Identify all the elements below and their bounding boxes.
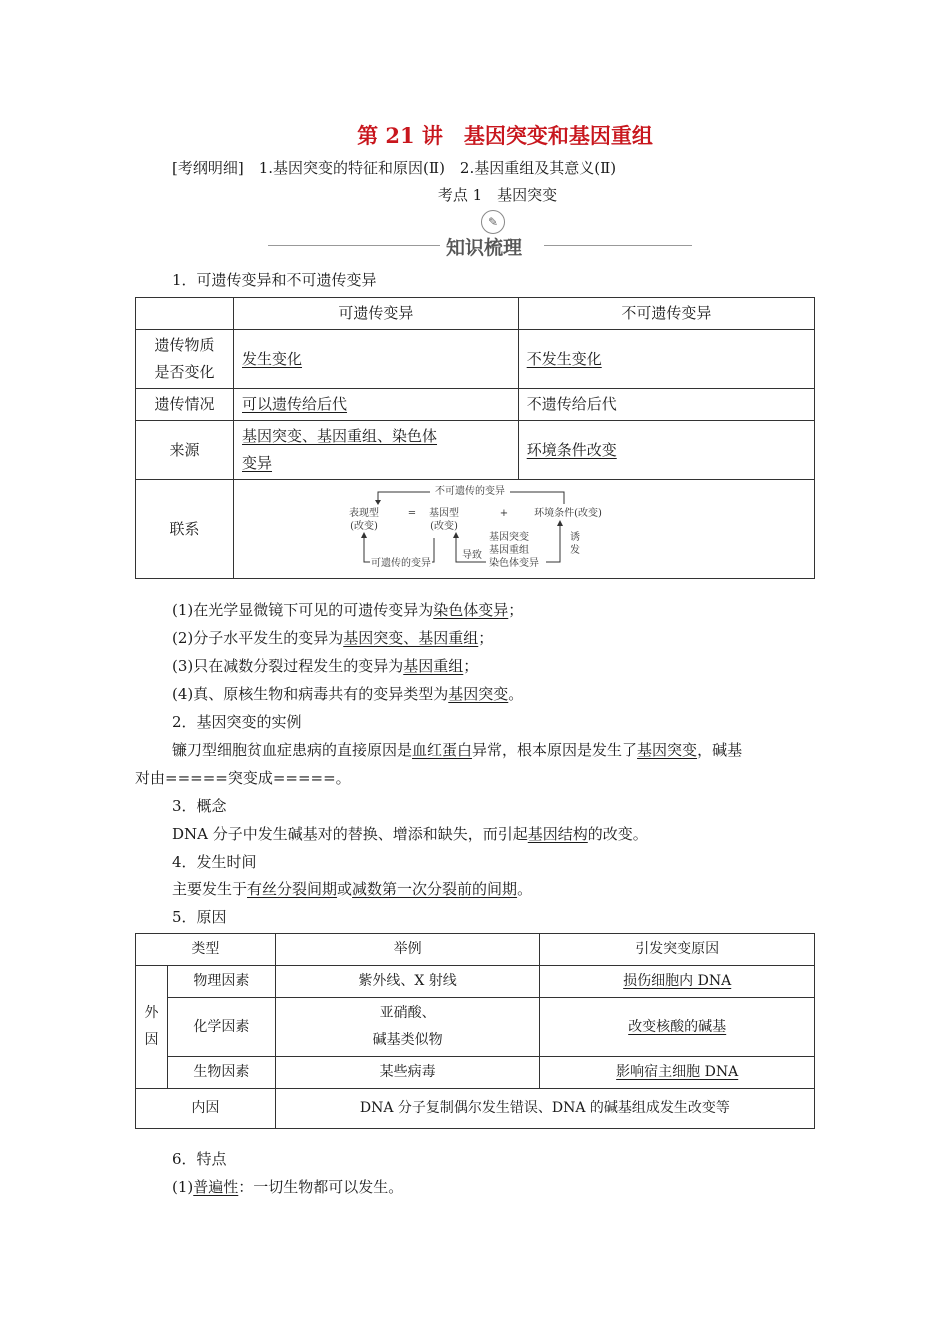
- lecture-title: 第 21 讲 基因突变和基因重组: [357, 123, 653, 148]
- arrow-head-icon: [361, 532, 367, 538]
- exam-point-title: 考点 1 基因突变: [437, 186, 558, 204]
- mutation-causes-table: [135, 933, 815, 1129]
- note-2: (2)分子水平发生的变异为基因突变、基因重组；: [172, 629, 494, 647]
- variation-relation-diagram: [314, 482, 814, 577]
- cell-inheritance-nonheritable: 不遗传给后代: [518, 389, 814, 421]
- cell-physical-reason: 损伤细胞内 DNA: [540, 966, 815, 998]
- heading-mutation-example: 2．基因突变的实例: [172, 713, 302, 731]
- cell-chemical-reason: 改变核酸的碱基: [540, 998, 815, 1057]
- cell-physical-example: 紫外线、X 射线: [275, 966, 540, 998]
- row-label-external: 外 因: [136, 966, 168, 1089]
- cell-chemical-type: 化学因素: [167, 998, 275, 1057]
- diagram-phenotype: 表现型: [349, 507, 379, 519]
- diagram-induce-1: 诱: [570, 531, 580, 543]
- concept-text: DNA 分子中发生碱基对的替换、增添和缺失，而引起基因结构的改变。: [172, 825, 648, 843]
- heading-causes: 5．原因: [172, 908, 227, 926]
- row-label-inheritance: 遗传情况: [136, 389, 234, 421]
- diagram-label-heritable: 可遗传的变异: [371, 557, 431, 569]
- col-header-example: 举例: [275, 934, 540, 966]
- cell-biological-reason: 影响宿主细胞 DNA: [540, 1057, 815, 1089]
- row-label-source: 来源: [136, 421, 234, 480]
- section-divider-right: [544, 245, 692, 246]
- arrow-head-icon: [557, 520, 563, 526]
- diagram-induce-2: 发: [570, 544, 580, 556]
- heritable-variation-table: [135, 297, 815, 579]
- cell-material-change-nonheritable: 不发生变化: [518, 330, 814, 389]
- col-header-heritable: 可遗传变异: [234, 298, 519, 330]
- cell-biological-type: 生物因素: [167, 1057, 275, 1089]
- cell-physical-type: 物理因素: [167, 966, 275, 998]
- heading-features: 6．特点: [172, 1150, 227, 1168]
- heading-concept: 3．概念: [172, 797, 227, 815]
- diagram-cause: 导致: [462, 549, 482, 561]
- cell-chemical-example: 亚硝酸、 碱基类似物: [275, 998, 540, 1057]
- row-label-material-change: 遗传物质 是否变化: [136, 330, 234, 389]
- arrow-head-icon: [453, 532, 459, 538]
- row-label-relation: 联系: [136, 480, 234, 579]
- arrow-head-icon: [375, 500, 381, 505]
- diagram-genotype-sub: (改变): [430, 520, 458, 532]
- cell-internal-text: DNA 分子复制偶尔发生错误、DNA 的碱基组成发生改变等: [275, 1089, 814, 1129]
- table-corner-cell: [136, 298, 234, 330]
- note-3: (3)只在减数分裂过程发生的变异为基因重组；: [172, 657, 479, 675]
- diagram-label-nonheritable: 不可遗传的变异: [435, 485, 505, 497]
- induce-line: [546, 522, 560, 562]
- cell-biological-example: 某些病毒: [275, 1057, 540, 1089]
- relation-diagram-cell: [234, 480, 815, 579]
- diagram-phenotype-sub: (改变): [350, 520, 378, 532]
- cell-source-heritable: 基因突变、基因重组、染色体 变异: [234, 421, 519, 480]
- row-label-internal: 内因: [136, 1089, 276, 1129]
- heading-timing: 4．发生时间: [172, 853, 257, 871]
- section-divider-left: [268, 245, 440, 246]
- diagram-list-chromosome: 染色体变异: [489, 557, 539, 569]
- syllabus-outline: [考纲明细] 1.基因突变的特征和原因(Ⅱ) 2.基因重组及其意义(Ⅱ): [172, 159, 617, 177]
- col-header-reason: 引发突变原因: [540, 934, 815, 966]
- diagram-list-mutation: 基因突变: [489, 531, 529, 543]
- col-header-nonheritable: 不可遗传变异: [518, 298, 814, 330]
- section-title: 知识梳理: [446, 237, 523, 259]
- mutation-example-text: 镰刀型细胞贫血症患病的直接原因是血红蛋白异常，根本原因是发生了基因突变，碱基: [172, 741, 743, 759]
- col-header-type: 类型: [136, 934, 276, 966]
- diagram-environment: 环境条件(改变): [534, 507, 602, 519]
- diagram-equals: =: [407, 507, 417, 519]
- cell-material-change-heritable: 发生变化: [234, 330, 519, 389]
- diagram-genotype: 基因型: [429, 507, 459, 519]
- cell-inheritance-heritable: 可以遗传给后代: [234, 389, 519, 421]
- note-1: (1)在光学显微镜下可见的可遗传变异为染色体变异；: [172, 601, 524, 619]
- diagram-plus: +: [499, 507, 509, 519]
- cell-source-nonheritable: 环境条件改变: [518, 421, 814, 480]
- mutation-example-text-cont: 对由=====突变成=====。: [135, 769, 351, 787]
- diagram-list-recombination: 基因重组: [489, 544, 529, 556]
- heading-heritable-variation: 1．可遗传变异和不可遗传变异: [172, 271, 377, 289]
- note-4: (4)真、原核生物和病毒共有的变异类型为基因突变。: [172, 685, 524, 703]
- feature-universality: (1)普遍性：一切生物都可以发生。: [172, 1178, 404, 1196]
- timing-text: 主要发生于有丝分裂间期或减数第一次分裂前的间期。: [172, 880, 533, 898]
- pencil-icon: ✎: [481, 210, 505, 234]
